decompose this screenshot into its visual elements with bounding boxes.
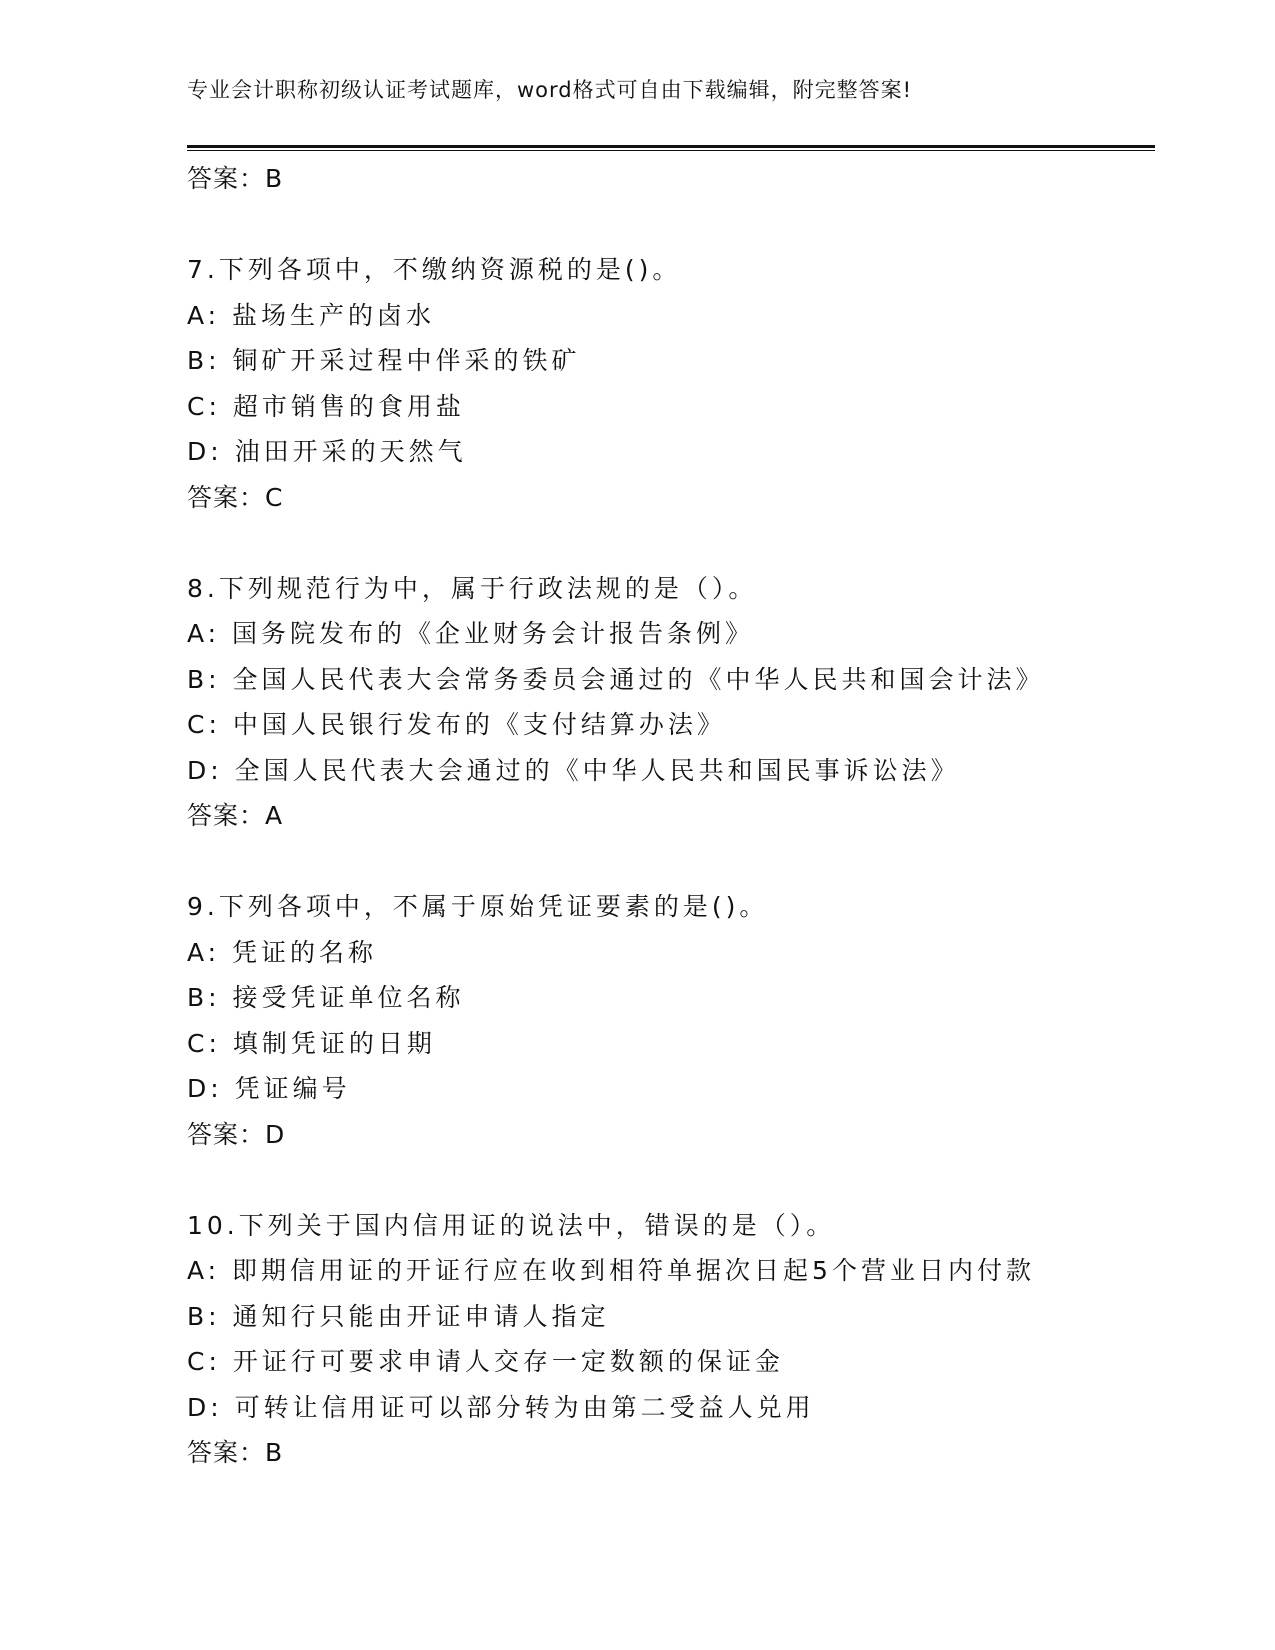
answer-line: 答案：A xyxy=(187,801,284,830)
option-d: D: 可转让信用证可以部分转为由第二受益人兑用 xyxy=(187,1392,815,1422)
header-divider xyxy=(187,145,1155,151)
option-d: D: 油田开采的天然气 xyxy=(187,437,467,466)
option-b: B: 接受凭证单位名称 xyxy=(187,983,465,1012)
answer-line: 答案：B xyxy=(187,1438,284,1467)
answer-line: 答案：B xyxy=(187,164,284,193)
option-a: A: 盐场生产的卤水 xyxy=(187,300,436,330)
document-body xyxy=(187,156,1155,1476)
option-d: D: 全国人民代表大会通过的《中华人民共和国民事诉讼法》 xyxy=(187,755,960,785)
option-c: C: 超市销售的食用盐 xyxy=(187,391,465,421)
answer-line: 答案：D xyxy=(187,1119,286,1149)
option-b: B: 通知行只能由开证申请人指定 xyxy=(187,1301,610,1331)
spacer xyxy=(187,1157,1155,1203)
option-b: B: 全国人民代表大会常务委员会通过的《中华人民共和国会计法》 xyxy=(187,664,1045,694)
answer-line: 答案：C xyxy=(187,482,284,512)
page-header: 专业会计职称初级认证考试题库，word格式可自由下载编辑，附完整答案! xyxy=(187,78,913,102)
option-c: C: 开证行可要求申请人交存一定数额的保证金 xyxy=(187,1347,784,1376)
question-text: 10.下列关于国内信用证的说法中，错误的是（）。 xyxy=(187,1210,836,1240)
question-text: 9.下列各项中，不属于原始凭证要素的是()。 xyxy=(187,892,769,921)
spacer xyxy=(187,839,1155,885)
spacer xyxy=(187,202,1155,248)
spacer xyxy=(187,520,1155,566)
question-text: 8.下列规范行为中，属于行政法规的是（）。 xyxy=(187,573,758,603)
option-d: D: 凭证编号 xyxy=(187,1074,351,1103)
option-a: A: 凭证的名称 xyxy=(187,937,378,967)
option-c: C: 中国人民银行发布的《支付结算办法》 xyxy=(187,710,726,739)
option-b: B: 铜矿开采过程中伴采的铁矿 xyxy=(187,346,581,375)
option-a: A: 国务院发布的《企业财务会计报告条例》 xyxy=(187,619,755,648)
option-c: C: 填制凭证的日期 xyxy=(187,1028,436,1058)
question-text: 7.下列各项中，不缴纳资源税的是()。 xyxy=(187,255,682,284)
option-a: A: 即期信用证的开证行应在收到相符单据次日起5个营业日内付款 xyxy=(187,1256,1035,1285)
